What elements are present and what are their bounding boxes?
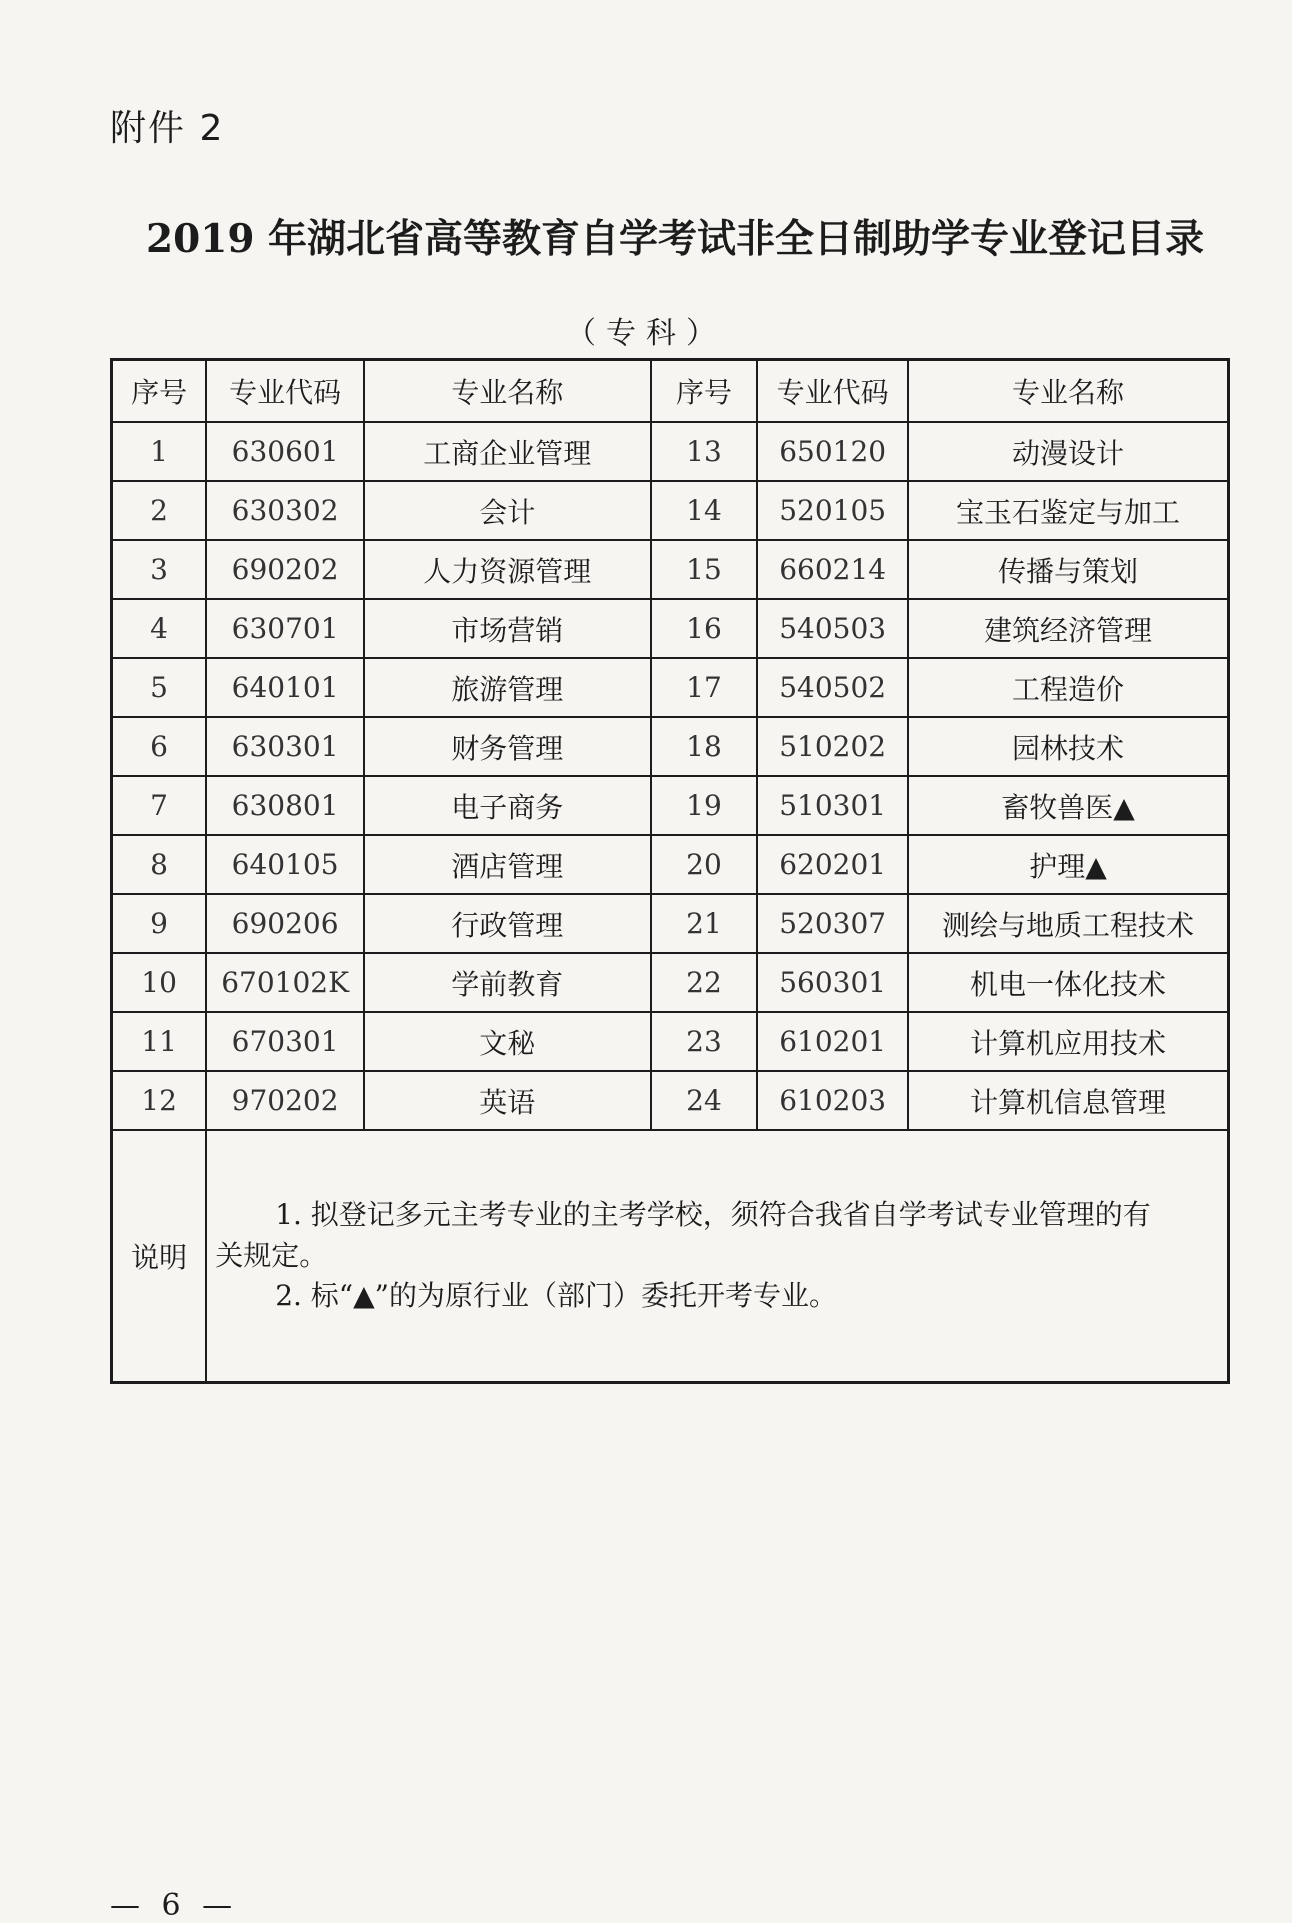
- note-line-1: 1. 拟登记多元主考专业的主考学校，须符合我省自学考试专业管理的有: [275, 1198, 1151, 1232]
- major-name: 计算机应用技术: [908, 1012, 1229, 1071]
- row-no: 6: [112, 717, 207, 776]
- row-no: 4: [112, 599, 207, 658]
- row-no: 9: [112, 894, 207, 953]
- table-row: [112, 835, 1229, 894]
- row-no: 18: [651, 717, 758, 776]
- document-subtitle: （专科）: [566, 316, 726, 351]
- row-no: 22: [651, 953, 758, 1012]
- row-no: 16: [651, 599, 758, 658]
- major-name: 计算机信息管理: [908, 1071, 1229, 1130]
- major-code: 650120: [757, 422, 908, 481]
- major-code: 630302: [206, 481, 364, 540]
- major-catalog-table: [110, 358, 1230, 1384]
- row-no: 24: [651, 1071, 758, 1130]
- major-code: 670301: [206, 1012, 364, 1071]
- major-name: 传播与策划: [908, 540, 1229, 599]
- row-no: 7: [112, 776, 207, 835]
- row-no: 19: [651, 776, 758, 835]
- column-header-name-right: 专业名称: [908, 360, 1229, 423]
- major-code: 970202: [206, 1071, 364, 1130]
- major-code: 560301: [757, 953, 908, 1012]
- row-no: 13: [651, 422, 758, 481]
- major-name: 机电一体化技术: [908, 953, 1229, 1012]
- major-name: 酒店管理: [364, 835, 651, 894]
- major-name: 人力资源管理: [364, 540, 651, 599]
- row-no: 23: [651, 1012, 758, 1071]
- document-title: 2019 年湖北省高等教育自学考试非全日制助学专业登记目录: [145, 216, 1205, 262]
- notes-body: [206, 1130, 1228, 1383]
- note-line-1-continued: 关规定。: [215, 1238, 328, 1272]
- notes-row: [112, 1130, 1229, 1383]
- major-name: 工商企业管理: [364, 422, 651, 481]
- major-code: 640105: [206, 835, 364, 894]
- page-number: — 6 —: [110, 1888, 239, 1923]
- row-no: 11: [112, 1012, 207, 1071]
- major-code: 630301: [206, 717, 364, 776]
- attachment-label: 附件 2: [110, 108, 225, 149]
- row-no: 21: [651, 894, 758, 953]
- major-name: 动漫设计: [908, 422, 1229, 481]
- major-code: 510202: [757, 717, 908, 776]
- table-row: [112, 599, 1229, 658]
- major-name: 测绘与地质工程技术: [908, 894, 1229, 953]
- table-row: [112, 1012, 1229, 1071]
- major-name: 畜牧兽医▲: [908, 776, 1229, 835]
- table-header-row: [112, 360, 1229, 423]
- major-name: 文秘: [364, 1012, 651, 1071]
- table-row: [112, 1071, 1229, 1130]
- row-no: 3: [112, 540, 207, 599]
- row-no: 8: [112, 835, 207, 894]
- major-name: 护理▲: [908, 835, 1229, 894]
- major-name: 学前教育: [364, 953, 651, 1012]
- major-code: 660214: [757, 540, 908, 599]
- major-name: 宝玉石鉴定与加工: [908, 481, 1229, 540]
- row-no: 2: [112, 481, 207, 540]
- major-name: 财务管理: [364, 717, 651, 776]
- row-no: 1: [112, 422, 207, 481]
- major-code: 640101: [206, 658, 364, 717]
- row-no: 12: [112, 1071, 207, 1130]
- row-no: 17: [651, 658, 758, 717]
- notes-label: 说明: [112, 1130, 207, 1383]
- note-line-2: 2. 标“▲”的为原行业（部门）委托开考专业。: [275, 1279, 837, 1313]
- table-row: [112, 953, 1229, 1012]
- table-row: [112, 540, 1229, 599]
- column-header-no: 序号: [112, 360, 207, 423]
- major-name: 会计: [364, 481, 651, 540]
- major-code: 520307: [757, 894, 908, 953]
- major-code: 540502: [757, 658, 908, 717]
- major-name: 行政管理: [364, 894, 651, 953]
- table-row: [112, 717, 1229, 776]
- column-header-code-right: 专业代码: [757, 360, 908, 423]
- column-header-no-right: 序号: [651, 360, 758, 423]
- major-code: 520105: [757, 481, 908, 540]
- row-no: 14: [651, 481, 758, 540]
- major-name: 英语: [364, 1071, 651, 1130]
- major-name: 电子商务: [364, 776, 651, 835]
- row-no: 10: [112, 953, 207, 1012]
- column-header-code: 专业代码: [206, 360, 364, 423]
- major-code: 610201: [757, 1012, 908, 1071]
- table-row: [112, 422, 1229, 481]
- major-code: 540503: [757, 599, 908, 658]
- major-code: 670102K: [206, 953, 364, 1012]
- major-name: 建筑经济管理: [908, 599, 1229, 658]
- major-code: 620201: [757, 835, 908, 894]
- major-code: 510301: [757, 776, 908, 835]
- major-code: 610203: [757, 1071, 908, 1130]
- row-no: 5: [112, 658, 207, 717]
- row-no: 20: [651, 835, 758, 894]
- table-row: [112, 481, 1229, 540]
- major-code: 690206: [206, 894, 364, 953]
- major-code: 630801: [206, 776, 364, 835]
- major-name: 工程造价: [908, 658, 1229, 717]
- column-header-name: 专业名称: [364, 360, 651, 423]
- row-no: 15: [651, 540, 758, 599]
- major-name: 市场营销: [364, 599, 651, 658]
- major-name: 园林技术: [908, 717, 1229, 776]
- major-code: 690202: [206, 540, 364, 599]
- table-row: [112, 776, 1229, 835]
- major-code: 630601: [206, 422, 364, 481]
- table-row: [112, 658, 1229, 717]
- table-row: [112, 894, 1229, 953]
- major-code: 630701: [206, 599, 364, 658]
- major-name: 旅游管理: [364, 658, 651, 717]
